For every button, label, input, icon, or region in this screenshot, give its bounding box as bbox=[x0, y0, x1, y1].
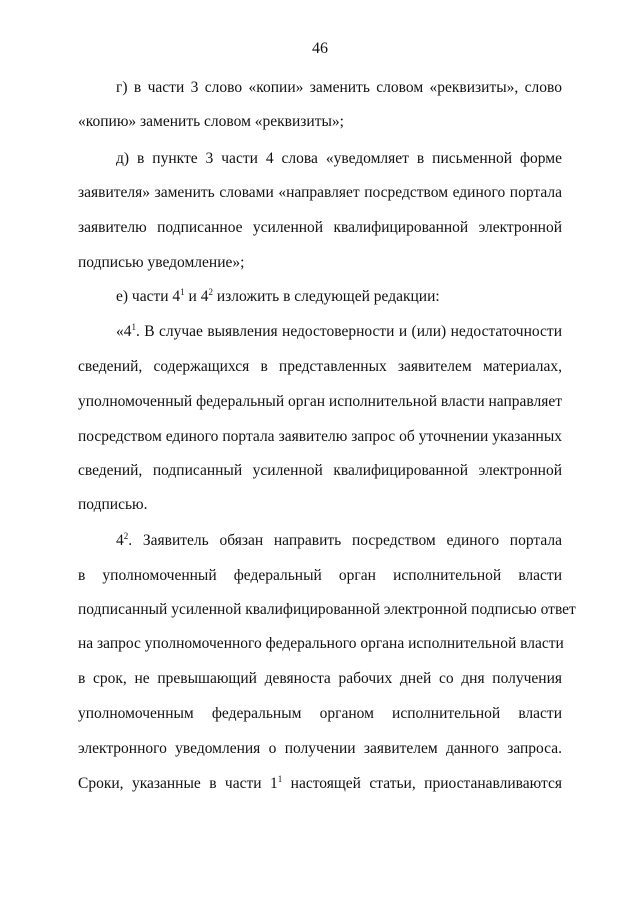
text-line: $4^2$. Заявитель обязан направить посредством единого портала bbox=[116, 530, 562, 549]
text-line: сведений, содержащихся в представленных заявителем материалах, bbox=[78, 358, 562, 375]
text-line: е) части $4^1$ и $4^2$ изложить в следующей редакции: bbox=[116, 286, 440, 305]
text-line: в срок, не превышающий девяноста рабочих дней со дня получения bbox=[78, 670, 562, 687]
text-line: уполномоченным федеральным органом исполнительной власти bbox=[78, 705, 562, 722]
text-line: «копию» заменить словом «реквизиты»; bbox=[78, 113, 344, 130]
text-line: д) в пункте 3 части 4 слова «уведомляет в письменной форме bbox=[116, 150, 562, 167]
text-line: «$4^1$. В случае выявления недостоверности и (или) недостаточности bbox=[116, 321, 562, 340]
text-line: в уполномоченный федеральный орган исполнительной власти bbox=[78, 567, 562, 584]
text-line: посредством единого портала заявителю запрос об уточнении указанных bbox=[78, 428, 562, 445]
page-number: 46 bbox=[312, 40, 328, 57]
text-line: г) в части 3 слово «копии» заменить словом «реквизиты», слово bbox=[116, 79, 562, 96]
text-line: подписанный усиленной квалифицированной электронной подписью ответ bbox=[78, 601, 576, 618]
text-line: сведений, подписанный усиленной квалифицированной электронной bbox=[78, 462, 562, 479]
text-line: заявителя» заменить словами «направляет посредством единого портала bbox=[78, 184, 562, 201]
text-line: на запрос уполномоченного федерального органа исполнительной власти bbox=[78, 635, 564, 652]
text-line: электронного уведомления о получении заявителем данного запроса. bbox=[78, 740, 562, 757]
text-line: подписью уведомление»; bbox=[78, 254, 245, 271]
text-line: подписью. bbox=[78, 496, 148, 513]
text-line: заявителю подписанное усиленной квалифицированной электронной bbox=[78, 219, 562, 236]
text-line: Сроки, указанные в части $1^1$ настоящей статьи, приостанавливаются bbox=[78, 773, 563, 792]
text-line: уполномоченный федеральный орган исполнительной власти направляет bbox=[78, 393, 563, 410]
